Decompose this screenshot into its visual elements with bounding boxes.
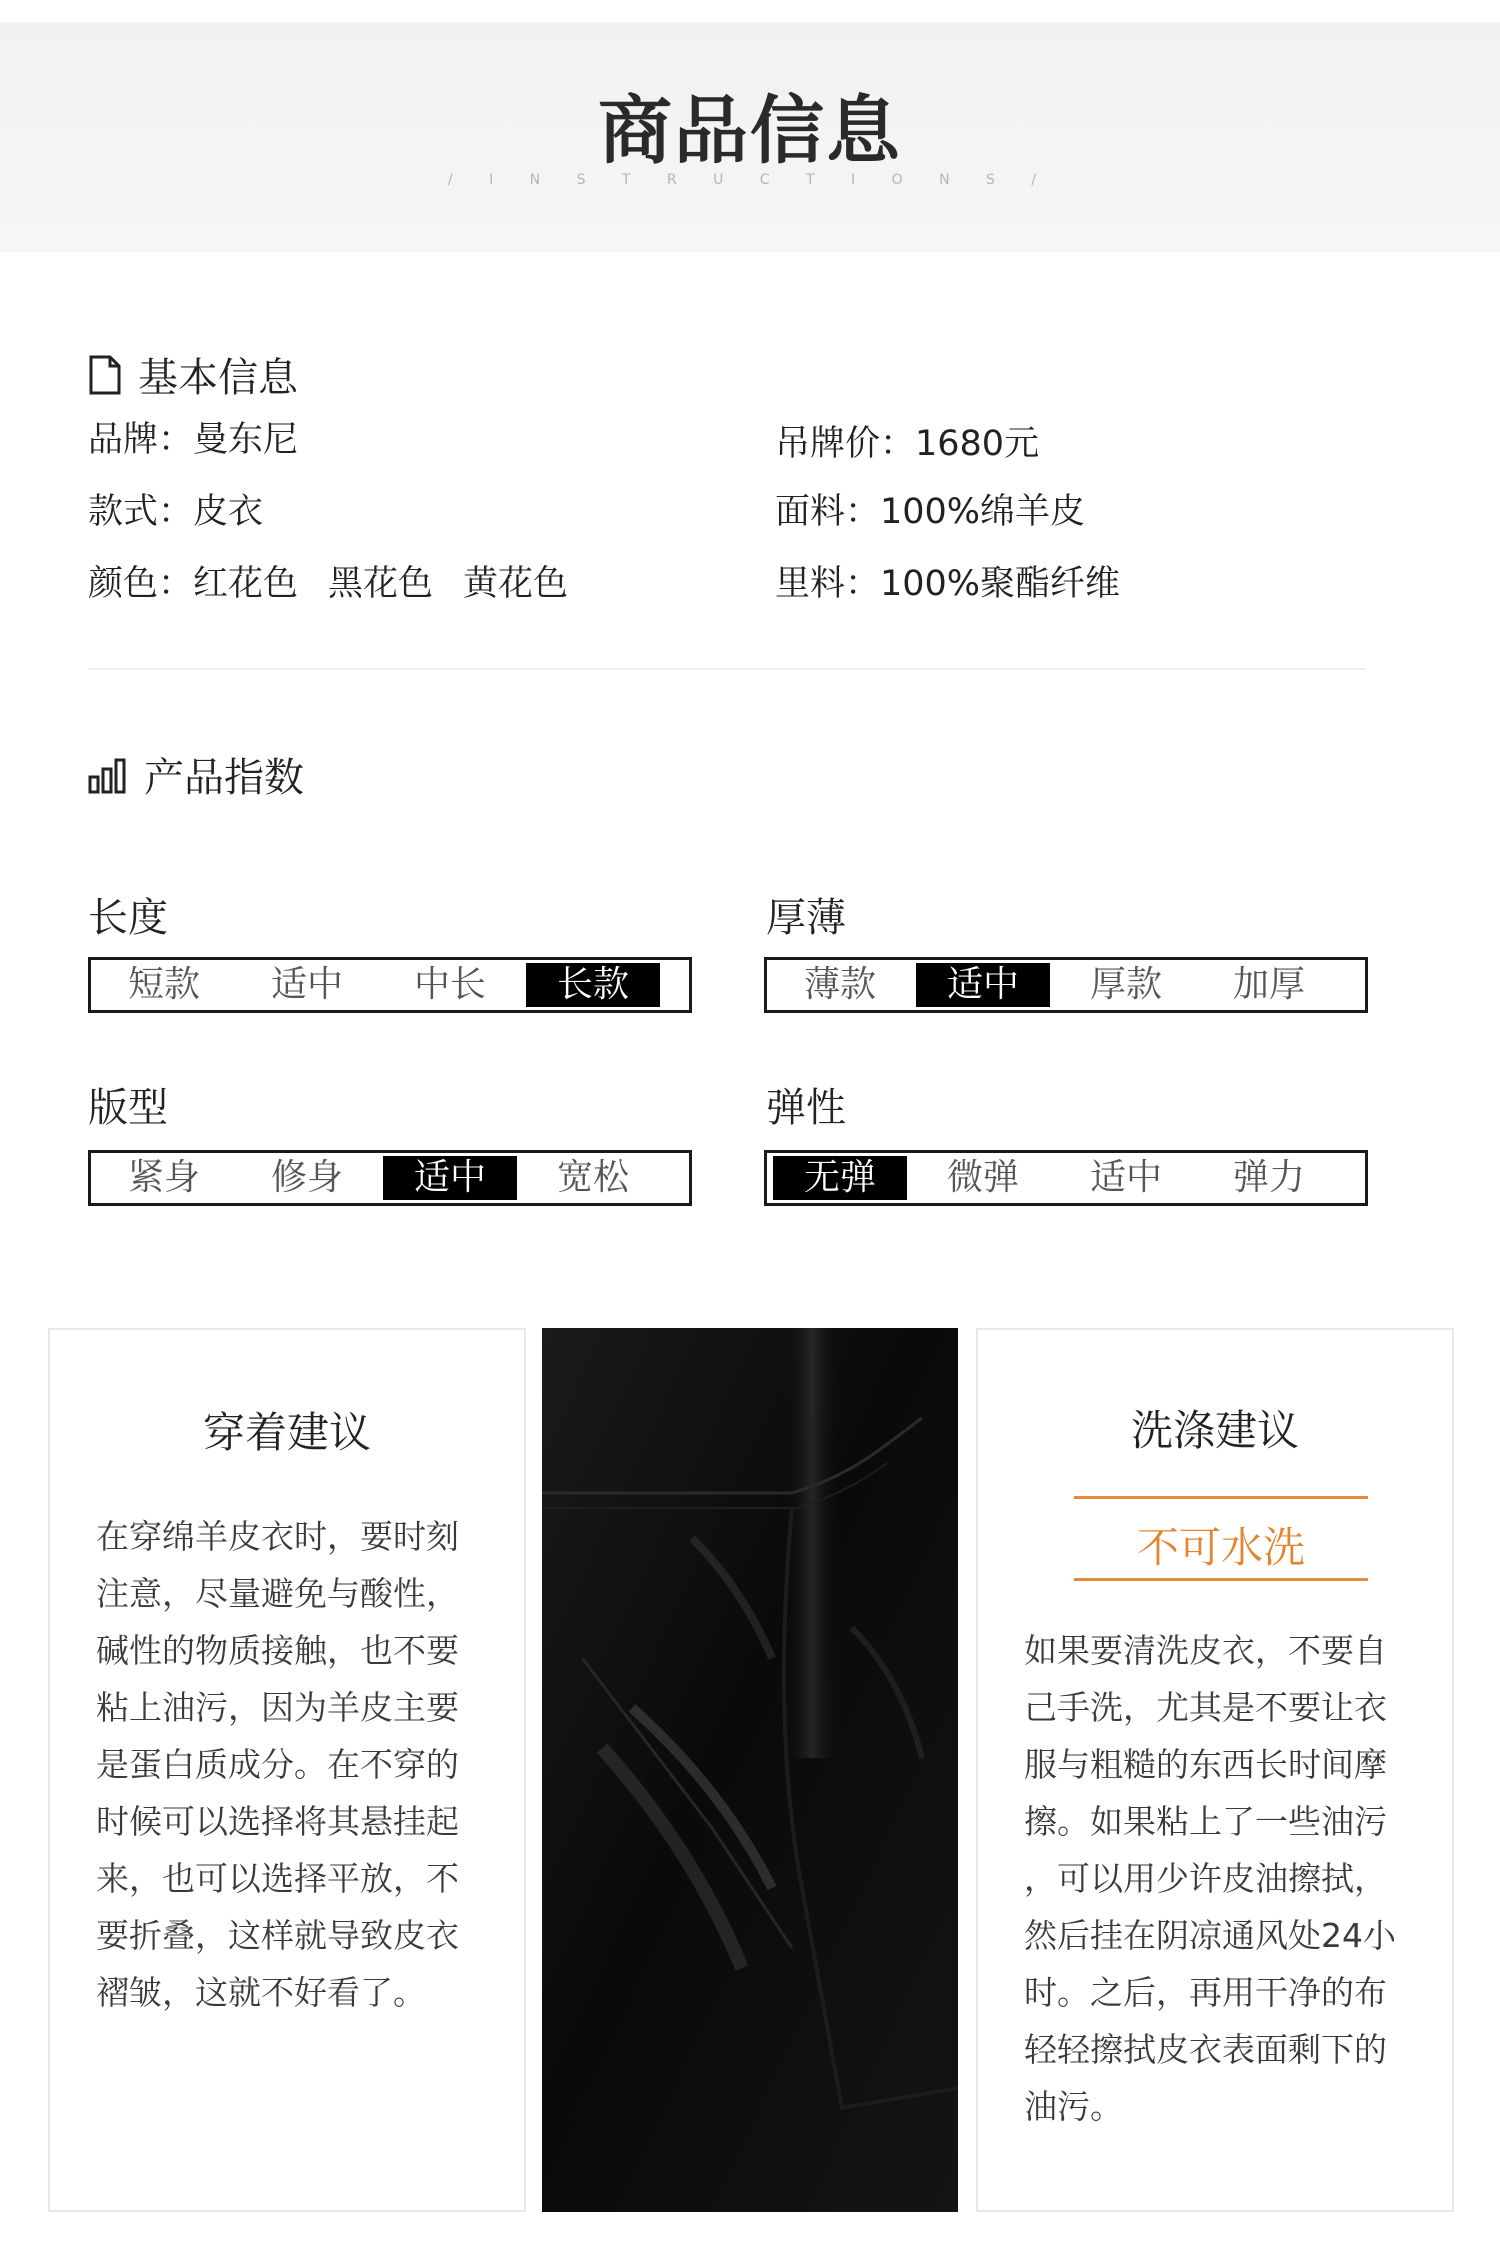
- no-wash-rule-top: [1074, 1496, 1368, 1499]
- length-option-4: 长款: [526, 963, 660, 1007]
- fit-label: 版型: [88, 1085, 168, 1131]
- brand-info: 品牌：曼东尼: [88, 420, 299, 460]
- thickness-label: 厚薄: [766, 895, 846, 941]
- length-option-3: 中长: [413, 964, 486, 1005]
- fit-option-3: 适中: [383, 1156, 517, 1200]
- wash-line: 时。之后，再用干净的布: [1024, 1973, 1387, 2012]
- page-subtitle: / I N S T R U C T I O N S /: [447, 172, 1053, 188]
- wash-line: 油污。: [1024, 2087, 1123, 2126]
- color-info: [88, 556, 568, 606]
- leather-jacket-photo: [542, 1328, 958, 2212]
- fit-option-4: 宽松: [556, 1157, 629, 1198]
- wash-line: 己手洗，尤其是不要让衣: [1024, 1688, 1387, 1727]
- wash-line: ，可以用少许皮油擦拭，: [1024, 1859, 1387, 1898]
- wear-line: 碱性的物质接触，也不要: [96, 1631, 459, 1670]
- thickness-option-2: 适中: [916, 963, 1050, 1007]
- product-index-title: 产品指数: [144, 755, 304, 801]
- wear-line: 褶皱，这就不好看了。: [96, 1973, 426, 2012]
- wear-line: 是蛋白质成分。在不穿的: [96, 1745, 459, 1784]
- thickness-scale: [764, 957, 1368, 1013]
- fit-option-2: 修身: [270, 1157, 343, 1198]
- wash-line: 然后挂在阴凉通风处24小: [1024, 1916, 1396, 1955]
- thickness-option-3: 厚款: [1089, 964, 1162, 1005]
- page-title: 商品信息: [598, 88, 902, 174]
- wash-line: 擦。如果粘上了一些油污: [1024, 1802, 1387, 1841]
- elasticity-option-1: 无弹: [773, 1156, 907, 1200]
- wear-line: 粘上油污，因为羊皮主要: [96, 1688, 459, 1727]
- wash-advice-card: [976, 1328, 1454, 2212]
- color-option: 黄花色: [463, 564, 569, 604]
- basic-info-title: 基本信息: [138, 355, 298, 401]
- product-index-heading: [88, 746, 304, 803]
- fabric-info: 面料：100%绵羊皮: [775, 492, 1086, 532]
- wash-line: 如果要清洗皮衣，不要自: [1024, 1631, 1387, 1670]
- lining-info: 里料：100%聚酯纤维: [775, 564, 1121, 604]
- wear-line: 来，也可以选择平放，不: [96, 1859, 459, 1898]
- color-option: 黑花色: [328, 564, 434, 604]
- basic-info-heading: [88, 346, 298, 403]
- elasticity-option-3: 适中: [1089, 1157, 1162, 1198]
- no-wash-rule-bottom: [1074, 1578, 1368, 1581]
- elasticity-option-4: 弹力: [1232, 1157, 1305, 1198]
- wear-advice-card: [48, 1328, 526, 2212]
- style-info: 款式：皮衣: [88, 492, 264, 532]
- bar-chart-icon: [88, 755, 128, 795]
- wear-line: 要折叠，这样就导致皮衣: [96, 1916, 459, 1955]
- thickness-option-1: 薄款: [803, 964, 876, 1005]
- section-divider: [88, 668, 1366, 670]
- fit-scale: [88, 1150, 692, 1206]
- wear-advice-text: [96, 1508, 496, 2021]
- wear-line: 注意，尽量避免与酸性，: [96, 1574, 459, 1613]
- thickness-option-4: 加厚: [1232, 964, 1305, 1005]
- fit-option-1: 紧身: [127, 1157, 200, 1198]
- price-info: 吊牌价：1680元: [775, 424, 1040, 464]
- wash-advice-text: [1024, 1622, 1424, 2135]
- wear-advice-title: 穿着建议: [202, 1408, 371, 1457]
- wash-advice-title: 洗涤建议: [1130, 1406, 1299, 1455]
- length-option-1: 短款: [127, 964, 200, 1005]
- document-icon: [88, 354, 122, 396]
- wear-line: 在穿绵羊皮衣时，要时刻: [96, 1517, 459, 1556]
- wear-line: 时候可以选择将其悬挂起: [96, 1802, 459, 1841]
- no-wash-badge: 不可水洗: [1136, 1523, 1305, 1572]
- elasticity-scale: [764, 1150, 1368, 1206]
- length-scale: [88, 957, 692, 1013]
- length-label: 长度: [88, 895, 168, 941]
- leather-texture-image: [542, 1328, 958, 2212]
- elasticity-label: 弹性: [766, 1085, 846, 1131]
- wash-line: 服与粗糙的东西长时间摩: [1024, 1745, 1387, 1784]
- color-label: 颜色：红花色: [88, 564, 299, 604]
- length-option-2: 适中: [270, 964, 343, 1005]
- elasticity-option-2: 微弹: [946, 1157, 1019, 1198]
- wash-line: 轻轻擦拭皮衣表面剩下的: [1024, 2030, 1387, 2069]
